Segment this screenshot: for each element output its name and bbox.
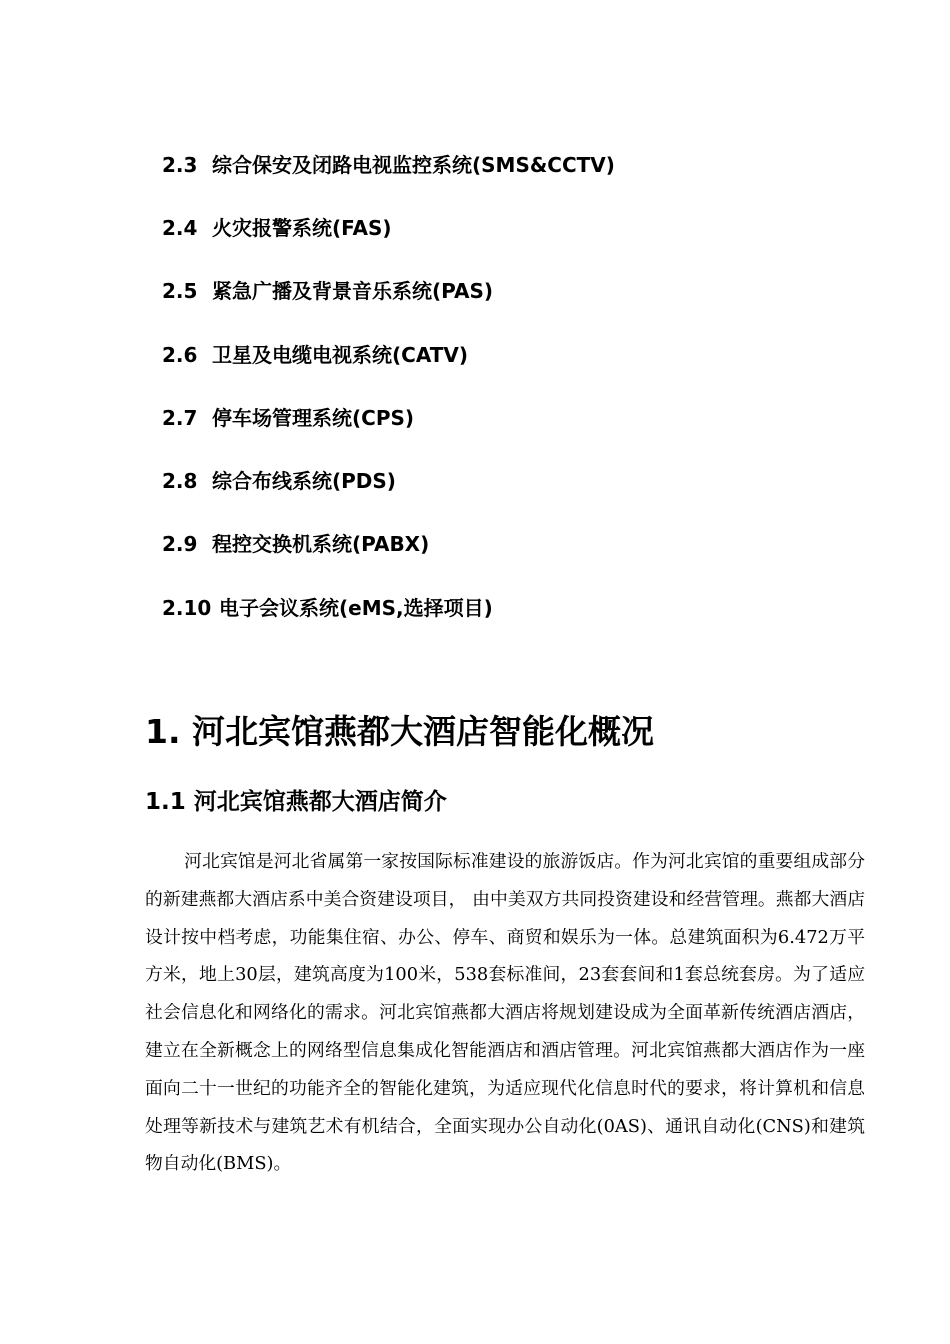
- toc-item: [162, 449, 882, 512]
- toc-item: [162, 260, 882, 323]
- toc-item: [162, 576, 882, 639]
- toc-item: [162, 133, 882, 196]
- toc-item-title: 火灾报警系统(FAS): [212, 215, 392, 240]
- intro-paragraph: 河北宾馆是河北省属第一家按国际标准建设的旅游饭店。作为河北宾馆的重要组成部分的新建燕都大酒店系中美合资建设项目， 由中美双方共同投资建设和经营管理。燕都大酒店设计按中档考虑，功能集住宿、办公、停车、商贸和娱乐为一体。总建筑面积为6.472万平方米，地上30层，建筑高度为100米，538套标准间，23套套间和1套总统套房。为了适应社会信息化和网络化的需求。河北宾馆燕都大酒店将规划建设成为全面革新传统酒店酒店，建立在全新概念上的网络型信息集成化智能酒店和酒店管理。河北宾馆燕都大酒店作为一座面向二十一世纪的功能齐全的智能化建筑，为适应现代化信息时代的要求，将计算机和信息处理等新技术与建筑艺术有机结合，全面实现办公自动化(0AS)、通讯自动化(CNS)和建筑物自动化(BMS)。: [145, 851, 865, 1175]
- toc-item: [162, 323, 882, 386]
- section-heading: 1.1 河北宾馆燕都大酒店简介: [145, 789, 447, 815]
- toc-item: [162, 386, 882, 449]
- toc-item-number: 2.9: [162, 532, 198, 557]
- toc-item-number: 2.8: [162, 469, 198, 494]
- toc-item-number: 2.6: [162, 342, 198, 367]
- toc-item-number: 2.3: [162, 152, 198, 177]
- table-of-contents: [162, 133, 882, 639]
- toc-item-title: 卫星及电缆电视系统(CATV): [212, 342, 469, 367]
- toc-item-number: 2.7: [162, 405, 198, 430]
- toc-item: [162, 513, 882, 576]
- toc-item-number: 2.5: [162, 279, 198, 304]
- toc-item: [162, 196, 882, 259]
- toc-item-title: 停车场管理系统(CPS): [212, 405, 415, 430]
- toc-item-title: 综合保安及闭路电视监控系统(SMS&CCTV): [212, 152, 615, 177]
- toc-item-title: 紧急广播及背景音乐系统(PAS): [212, 279, 493, 304]
- toc-item-title: 程控交换机系统(PABX): [212, 532, 430, 557]
- chapter-heading: 1. 河北宾馆燕都大酒店智能化概况: [145, 712, 654, 751]
- toc-item-number: 2.10: [162, 595, 212, 620]
- toc-item-number: 2.4: [162, 215, 198, 240]
- toc-item-title: 综合布线系统(PDS): [212, 469, 396, 494]
- toc-item-title: 电子会议系统(eMS,选择项目): [219, 595, 493, 620]
